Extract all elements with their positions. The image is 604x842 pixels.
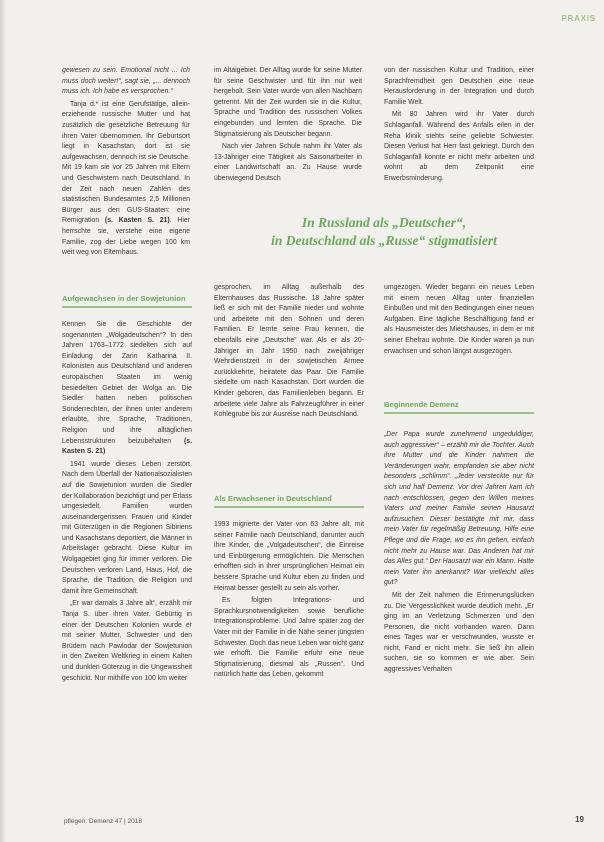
section-heading: Beginnende Demenz — [384, 400, 534, 414]
page-edge-shadow — [0, 0, 6, 842]
section-heading: Als Erwachsener in Deutschland — [214, 494, 364, 508]
paragraph: gewesen zu sein. Emotional nicht ... Ich muss doch weiter!“, sagt sie, „... dennoch muss ich. Ich habe es versprochen.“ — [62, 67, 190, 96]
column-1-top — [62, 66, 190, 276]
section-heading: Aufgewachsen in der Sowjetunion — [62, 294, 192, 308]
paragraph: Tanja d.* ist eine Gerufstätige, allein-erziehende russische Mutter und hat zusätzlich die gesetzliche Betreuung für ihren Vater übernommen. Ihr Geburtsort liegt in Kasachstan, dort ist sie aufgewachsen, dennoch ist sie Deutsche. Mit 19 kam sie vor 25 Jahren mit Eltern und Geschwistern nach Deutschland. In der Zeit nach neuen Zahlen des statistischen Bundesamtes 2,5 Millionen Bürger aus den GUS-Staaten: eine Remigration (s. Kasten S. 21). Hier herrschte sie, verstehe eine eigene Familie, zog der Liebe wegen 100 km weit weg von Elternhaus. — [62, 100, 190, 257]
pull-quote — [214, 214, 554, 250]
paragraph: 1993 migrierte der Vater von 63 Jahre alt, mit seiner Familie nach Deutschland, darunter auch ihre Kinder, die „Volgadeutschen“, die Einreise und Einbürgerung ermöglichten. Die Menschen erhofften sich in ihrer ursprünglichen Heimat ein bessere Sprache und Kultur eben zu finden und Heimat besser gestellt zu sein als vorher. — [214, 521, 364, 592]
paragraph: gesprochen, im Alltag außerhalb des Elternhauses das Russische. 18 Jahre später ließ er sich mit der Familie nieder und wohnte und arbeitete mit den Söhnen und deren Familien. Er lernte seine Frau kennen, die ebenfalls eine „Deutsche“ war. Als er als 20-Jähriger im Jahr 1950 nach zweijähriger Wehrdienstzeit in der sowjetischen Armee zurückkehrte, heiratete das Paar. Die Familie siedelte um nach Kasachstan. Dort wurden die Kinder geboren, das Familienleben begann. Er arbeitete viele Jahre als Fahrzeugführer in einer Kohlegrube bis zur Ausreise nach Deutschland. — [214, 284, 364, 419]
column-2-top — [214, 66, 362, 206]
paragraph: Kennen Sie die Geschichte der sogenannten „Wolgadeutschen“? In den Jahren 1763–1772 siedelten sich auf Einladung der Zarin Katharina II. Kolonisten aus Deutschland und anderen europäischen Staaten im wenig besiedelten Gebiet der Wolga an. Die Siedler hatten neben politischen Sonderrechten, der ihnen unter anderem erlaubte, ihre Sprache, Traditionen, Religion und ihre alltäglichen Lebensstrukturen beizubehalten (s. Kasten S. 21) — [62, 321, 192, 456]
box-reference: (s. Kasten S. 21) — [104, 217, 170, 225]
paragraph: 1941 wurde dieses Leben zerstört. Nach dem Überfall der Nationalsozialisten auf die Sowjetunion wurden die Siedler der Kollaboration bezichtigt und per Erlass umgesiedelt. Familien wurden auseinandergerissen. Frauen und Kinder mit Güterzügen in die Regionen Sibiriens und Kasachstans deportiert, die Männer in Arbeitslager gebracht. Diese Kultur im Wolgagebiet ging für immer verloren. Die Deutschen verloren Land, Haus, Hof, die Sprache, die Tradition, die Religion und damit ihre Gemeinschaft. — [62, 460, 192, 595]
paragraph: „Der Papa wurde zunehmend ungeduldiger, auch aggressiver“ – erzählt mir die Tochter. Auch ihre Mutter und die Kinder nahmen die Veränderungen wahr, empfanden sie aber nicht besonders „schlimm“. „Jeder versteckte nur für sich und half Demenz. Vor drei Jahren kam ich nach entschlossen, gegen den Willen meines Vaters und meiner Familie seinen Hausarzt aufzusuchen. Dieser bestätigte mit mir, dass mein Vater für regelmäßig Betreuung, Hilfe eine Pflege und die Frage, wo es ihn gehen, einfach nicht mehr zu Hause war. Das Anderen hat mir das Alles gut.“ Der Hausarzt war ein Mann. Hatte mein Vater ihn anerkannt? War vielleicht alles gut? — [384, 431, 534, 587]
paragraph: von der russischen Kultur und Tradition, einer Sprachfremdheit gen Deutschen eine neue Herausforderung in der Integration und durch Familie Welt. — [384, 67, 534, 106]
paragraph: Mit 80 Jahren wird ihr Vater durch Schlaganfall. Während des Anfalls eilen in der Reha klinik stehts seine geliebte Schwester. Diesen Verlust hat Herr fast gekriegt. Durch den Schlaganfall konnte er nicht mehr arbeiten und wohnt ab dem Zeitpunkt eine Erwerbsminderung. — [384, 111, 534, 182]
column-3-body-continued — [384, 430, 534, 794]
page-number: 19 — [575, 815, 584, 824]
column-1-body — [62, 320, 192, 794]
column-3-body — [384, 283, 534, 393]
paragraph: im Altaigebiet. Der Alltag wurde für seine Mutter für seine Geschwister und für ihn nur weit hergeholt. Sein Vater wurde von allen Nachbarn getrennt. Mit der Zeit wurden sie in die Kultur, Sprache und Tradition des russischen Volkes eingebunden und lernten die Sprache. Die Stigmatisierung als Deutscher begann. — [214, 67, 362, 138]
paragraph: „Er war damals 3 Jahre alt“, erzählt mir Tanja S. über ihren Vater. Gebürtig in einer der Deutschen Kolonien wurde er mit seiner Mutter, Schwester und den Brüdern nach Pawlodar der Sowjetunion in den Zweiten Weltkrieg in einem Kalten und dunklen Güterzug in die Ungewissheit geschickt. Nur mithilfe von 100 km weiter — [62, 600, 192, 682]
box-reference: (s. Kasten S. 21) — [62, 437, 192, 456]
paragraph: umgezogen. Wieder begann ein neues Leben mit einem neuen Alltag unter finanziellen Einbußen und mit den Bedingungen einer neuen Aufgaben. Eine tägliche Beschäftigung fand er als Hausmeister des Mietshauses, in dem er mit seiner Ehefrau wohnte. Die Kinder waren ja nun erwachsen und schon längst ausgezogen. — [384, 284, 534, 355]
paragraph: Mit der Zeit nahmen die Erinnerungslücken zu. Die Vergesslichkeit wurde deutlich mehr. „Er ging im an Verletzung Schmerzen und den Personen, die nicht vorhanden waren. Dann eines Tages war er verschwunden, wusste er nicht, Fand er nicht mehr. Sie ließ ihn allein suchen, sie so kommen er wie aber. Sein aggressives Verhalten — [384, 591, 534, 674]
footer-magazine: pflegen: Demenz 47 | 2018 — [64, 818, 142, 825]
column-3-top — [384, 66, 534, 206]
paragraph: Nach vier Jahren Schule nahm ihr Vater als 13-Jähriger eine Tätigkeit als Saisonarbeiter in einer Landwirtschaft an. Zu Hause wurde überwiegend Deutsch — [214, 143, 362, 182]
column-2-body-continued — [214, 520, 364, 794]
column-2-body — [214, 283, 364, 483]
paragraph: Es folgten Integrations- und Sprachkursnotwendigkeiten sowie berufliche Integrationsprobleme. Und Jahre später zog der Vater mit der Familie in die Nähe seiner jüngsten Schwester. Doch das neue Leben war nicht ganz wie erhofft. Die Familie erfuhr eine neue Stigmatisierung, diesmal als „Russen“. Und natürlich hatte das Leben, gekommt — [214, 597, 364, 679]
section-label: PRAXIS — [561, 14, 596, 23]
pull-quote-line-2: in Deutschland als „Russe“ stigmatisiert — [271, 233, 497, 248]
pull-quote-line-1: In Russland als „Deutscher“, — [301, 215, 467, 230]
